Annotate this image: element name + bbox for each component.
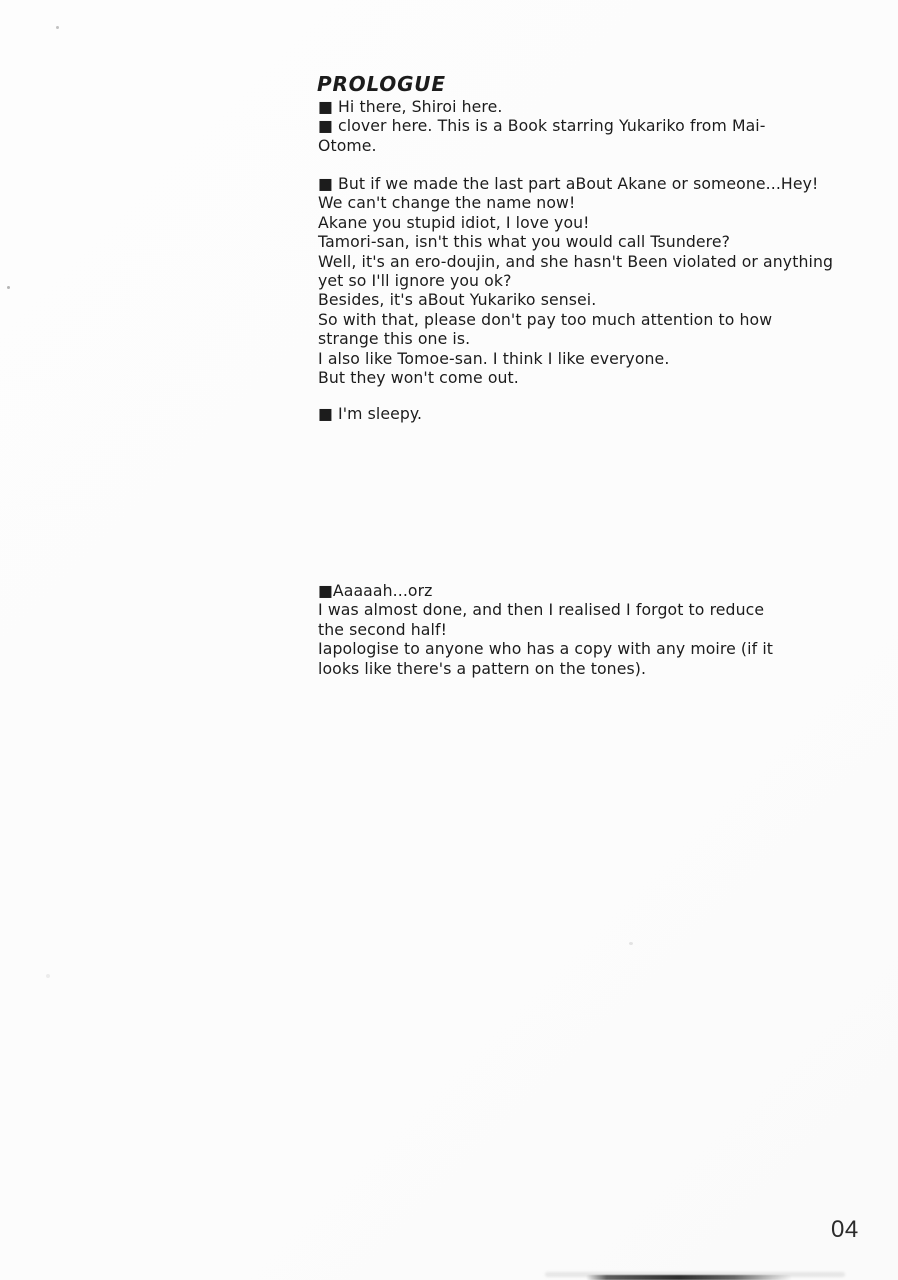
scan-speck [629,942,633,945]
text-section-intro [318,97,853,155]
text-line: strange this one is. [318,329,471,349]
text-line: Akane you stupid idiot, I love you! [318,212,590,232]
scan-speck [7,286,10,289]
scan-speck [46,974,50,978]
text-line: Iapologise to anyone who has a copy with any moire (if it [318,639,774,659]
scan-artifact-bar [586,1275,792,1280]
text-line: But they won't come out. [318,368,519,388]
text-line: I also like Tomoe-san. I think I like everyone. [318,348,670,368]
text-line: ■ clover here. This is a Book starring Yukariko from Mai- [318,116,766,136]
text-section-sleepy [318,404,853,423]
prologue-title: PROLOGUE [317,72,446,96]
text-line: Tamori-san, isn't this what you would call Tsundere? [318,232,731,252]
text-line: Otome. [318,135,377,155]
text-line: So with that, please don't pay too much attention to how [318,309,773,329]
text-line: ■ Hi there, Shiroi here. [318,97,503,116]
text-line: We can't change the name now! [318,193,576,213]
page-number: 04 [831,1216,859,1243]
text-line: looks like there's a pattern on the tones). [318,658,647,678]
text-line: the second half! [318,619,447,639]
text-line: I was almost done, and then I realised I forgot to reduce [318,600,765,620]
text-line: Besides, it's aBout Yukariko sensei. [318,290,597,310]
text-line: ■ I'm sleepy. [318,404,423,423]
text-line: ■Aaaaah...orz [318,581,433,600]
text-line: Well, it's an ero-doujin, and she hasn't Been violated or anything [318,251,834,271]
text-line: yet so I'll ignore you ok? [318,271,512,291]
scan-speck [56,26,59,29]
text-section-apology [318,581,853,678]
text-section-main [318,174,853,387]
text-line: ■ But if we made the last part aBout Akane or someone...Hey! [318,174,819,193]
